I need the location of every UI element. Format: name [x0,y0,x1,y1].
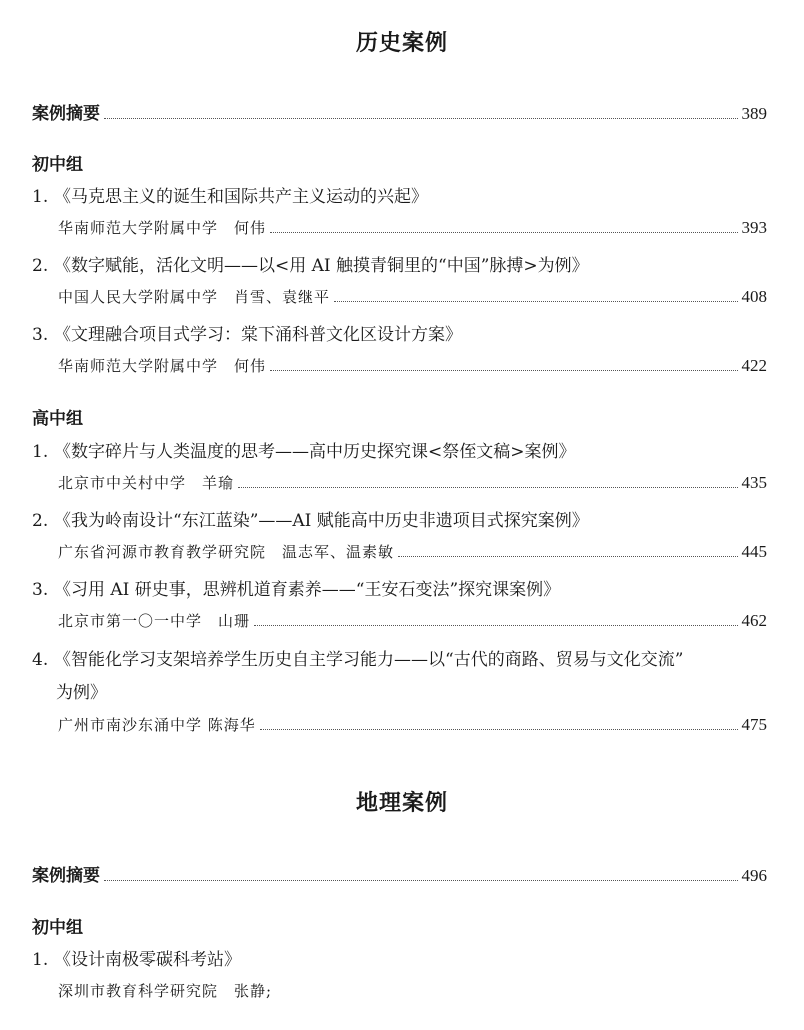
page-number: 393 [741,218,767,237]
toc-entry-title[interactable] [32,251,772,276]
toc-entry-title[interactable] [32,437,772,462]
page-number: 408 [741,287,767,306]
toc-entry-title[interactable] [32,945,772,970]
toc-entry-title[interactable] [32,575,772,600]
entry-title-text: 《马克思主义的诞生和国际共产主义运动的兴起》 [54,187,428,207]
entry-author: 华南师范大学附属中学 何伟 [58,219,267,237]
geography-summary-row[interactable] [32,860,767,886]
dot-leader [334,300,737,302]
entry-title-text: 《数字碎片与人类温度的思考——高中历史探究课<祭侄文稿>案例》 [54,442,576,462]
entry-title-text: 《文理融合项目式学习：棠下涌科普文化区设计方案》 [54,325,462,345]
page-number: 496 [741,866,767,885]
entry-number: 1. [32,950,49,970]
toc-entry-author-row[interactable] [58,283,767,307]
entry-number: 4. [32,650,49,670]
toc-entry-author-row[interactable] [58,977,272,1001]
dot-leader [260,728,738,730]
dot-leader [104,879,738,881]
dot-leader [238,486,737,488]
toc-entry-title[interactable] [32,182,772,207]
entry-author: 华南师范大学附属中学 何伟 [58,357,267,375]
summary-label: 案例摘要 [32,866,100,886]
toc-entry-title[interactable] [32,506,772,531]
toc-entry-author-row[interactable] [58,538,767,562]
toc-entry-title-continued: 为例》 [56,683,107,703]
toc-entry-author-row[interactable] [58,469,767,493]
entry-number: 1. [32,187,49,207]
geography-junior-group-title: 初中组 [32,918,83,938]
toc-entry-title[interactable] [32,645,772,670]
dot-leader [270,369,737,371]
entry-title-text: 《智能化学习支架培养学生历史自主学习能力——以“古代的商路、贸易与文化交流” [54,650,684,670]
page-number: 475 [741,715,767,734]
entry-author: 广州市南沙东涌中学 陈海华 [58,716,256,734]
page-number: 445 [741,542,767,561]
entry-title-text: 《数字赋能，活化文明——以<用 AI 触摸青铜里的“中国”脉搏>为例》 [54,256,589,276]
history-junior-group-title: 初中组 [32,155,83,175]
geography-section-title: 地理案例 [355,791,448,816]
toc-entry-title[interactable] [32,320,772,345]
dot-leader [398,555,737,557]
summary-label: 案例摘要 [32,104,100,124]
entry-number: 2. [32,511,49,531]
entry-number: 1. [32,442,49,462]
entry-title-text: 《习用 AI 研史事，思辨机道育素养——“王安石变法”探究课案例》 [54,580,561,600]
page-number: 462 [741,611,767,630]
toc-entry-author-row[interactable] [58,352,767,376]
entry-number: 3. [32,580,49,600]
dot-leader [254,624,737,626]
dot-leader [104,117,738,119]
page-number: 389 [741,104,767,123]
entry-title-text: 《我为岭南设计“东江蓝染”——AI 赋能高中历史非遗项目式探究案例》 [54,511,589,531]
entry-number: 2. [32,256,49,276]
dot-leader [270,231,737,233]
history-section-title: 历史案例 [355,31,448,56]
history-summary-row[interactable] [32,98,767,124]
entry-title-text: 《设计南极零碳科考站》 [54,950,241,970]
entry-author: 深圳市教育科学研究院 张静; [58,982,273,1000]
history-senior-group-title: 高中组 [32,409,83,429]
toc-entry-author-row[interactable] [58,607,767,631]
page-number: 422 [741,356,767,375]
entry-author: 中国人民大学附属中学 肖雪、袁继平 [58,288,331,306]
page-number: 435 [741,473,767,492]
toc-entry-author-row[interactable] [58,711,767,735]
entry-number: 3. [32,325,49,345]
entry-author: 北京市第一〇一中学 山珊 [58,612,251,630]
toc-entry-author-row[interactable] [58,214,767,238]
entry-author: 北京市中关村中学 羊瑜 [58,474,235,492]
entry-author: 广东省河源市教育教学研究院 温志军、温素敏 [58,543,395,561]
